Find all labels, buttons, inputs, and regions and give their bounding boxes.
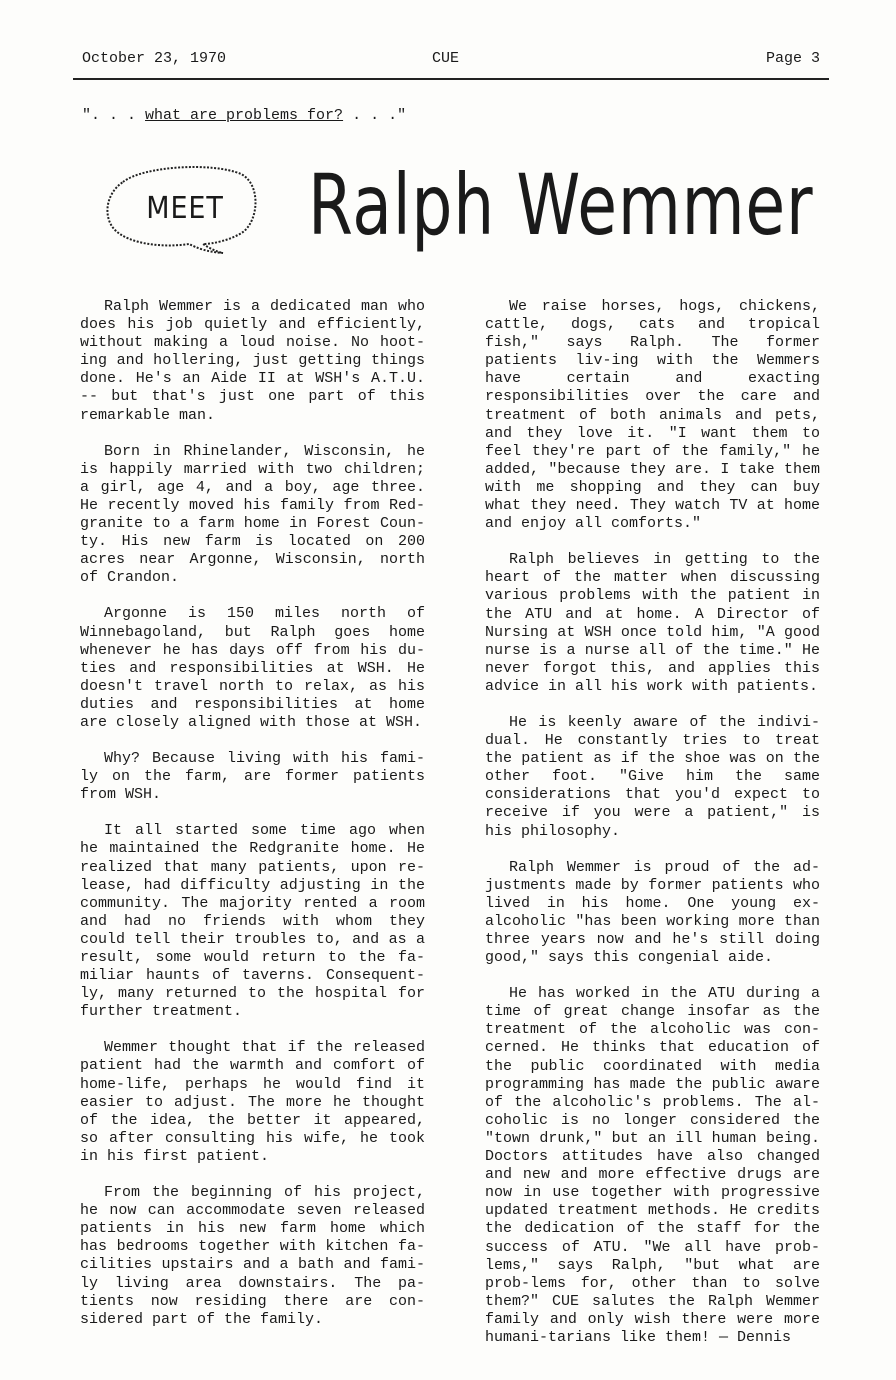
tagline-underlined: what are problems for? [145, 107, 344, 124]
paragraph: Ralph Wemmer is proud of the ad-justments made by former patients who lived in his home. One young ex-alcoholic "has been working more than three years now and he's still doing good," says this congenial aide. [485, 858, 820, 967]
left-column [80, 298, 425, 1347]
page-header [82, 50, 820, 72]
paragraph: Why? Because living with his fami-ly on the farm, are former patients from WSH. [80, 750, 425, 804]
paragraph: Ralph believes in getting to the heart of the matter when discussing various problems with the patient in the ATU and at home. A Director of Nursing at WSH once told him, "A good nurse is a nurse all of the time." He never forgot this, and applies this advice in all his work with patients. [485, 551, 820, 695]
paragraph: Born in Rhinelander, Wisconsin, he is happily married with two children; a girl, age 4, and a boy, age three. He recently moved his family from Red-granite to a farm home in Forest Coun-ty. His new farm is located on 200 acres near Argonne, Wisconsin, north of Crandon. [80, 442, 425, 587]
paragraph: We raise horses, hogs, chickens, cattle, dogs, cats and tropical fish," says Ralph. The former patients liv-ing with the Wemmers have certain and exacting responsibilities over the care and treatment of both animals and pets, and they love it. "I want them to feel they're part of the family," he added, "because they are. I take them with me shopping and they can buy what they need. They watch TV at home and enjoy all comforts." [485, 298, 820, 533]
paragraph: Argonne is 150 miles north of Winnebagoland, but Ralph goes home whenever he has days off from his du-ties and responsibilities at WSH. He doesn't travel north to relax, as his duties and responsibilities at home are closely aligned with those at WSH. [80, 605, 425, 731]
paragraph: Wemmer thought that if the released patient had the warmth and comfort of home-life, perhaps he would find it easier to adjust. The more he thought of the idea, the better it appeared, so after consulting his wife, he took in his first patient. [80, 1039, 425, 1165]
article-title: Ralph Wemmer [308, 156, 814, 254]
header-rule [73, 78, 829, 80]
paragraph: Ralph Wemmer is a dedicated man who does his job quietly and efficiently, without making a loud noise. No hoot-ing and hollering, just getting things done. He's an Aide II at WSH's A.T.U. -- but that's just one part of this remarkable man. [80, 298, 425, 424]
paragraph: He has worked in the ATU during a time of great change insofar as the treatment of the alcoholic was con-cerned. He thinks that education of the public coordinated with media programming has made the public aware of the alcoholic's problems. The al-coholic is no longer considered the "town drunk," but an ill human being. Doctors attitudes have also changed and new and more effective drugs are now in use together with progressive updated treatment methods. He credits the dedication of the staff for the success of ATU. "We all have prob-lems," says Ralph, "but what are prob-lems for, other than to solve them?" CUE salutes the Ralph Wemmer family and only wish there were more humani-tarians like them! — Dennis [485, 985, 820, 1346]
right-column [485, 298, 820, 1365]
paragraph: It all started some time ago when he maintained the Redgranite home. He realized that many patients, upon re-lease, had difficulty adjusting in the community. The majority rented a room and had no friends with whom they could tell their troubles to, and as a result, some would return to the fa-miliar haunts of taverns. Consequent-ly, many returned to the hospital for further treatment. [80, 822, 425, 1021]
tagline [82, 107, 406, 124]
page-number: Page 3 [765, 50, 820, 67]
publication-name: CUE [432, 50, 460, 67]
paragraph: He is keenly aware of the indivi-dual. He constantly tries to treat the patient as if the shoe was on the other foot. "Give him the same considerations that you'd expect to receive if you were a patient," is his philosophy. [485, 713, 820, 840]
paragraph: From the beginning of his project, he now can accommodate seven released patients in his new farm home which has bedrooms together with kitchen fa-cilities upstairs and a bath and fami-ly living area downstairs. The pa-tients now residing there are con-sidered part of the family. [80, 1184, 425, 1328]
bubble-text: MEET [146, 191, 224, 226]
tagline-suffix: . . ." [343, 107, 407, 124]
tagline-prefix: ". . . [82, 107, 146, 124]
issue-date: October 23, 1970 [82, 50, 227, 67]
